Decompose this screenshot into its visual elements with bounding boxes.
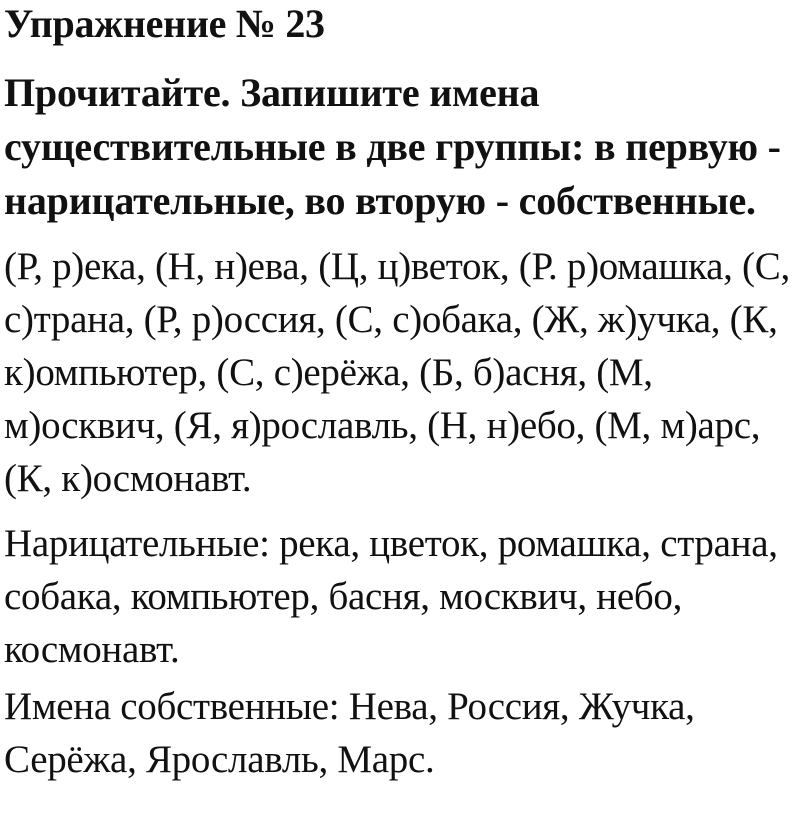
exercise-words: (Р, р)ека, (Н, н)ева, (Ц, ц)веток, (Р. р)омашка, (С, с)трана, (Р, р)оссия, (С, с)обака, (Ж, ж)учка, (К, к)омпьютер, (С, с)ерёжа, (Б, б)асня, (М, м)осквич, (Я, я)рославль, (Н, н)ебо, (М, м)арс, (К, к)осмонавт. xyxy=(4,245,790,500)
exercise-title: Упражнение № 23 xyxy=(4,1,325,46)
answer-common-nouns: Нарицательные: река, цветок, ромашка, страна, собака, компьютер, басня, москвич, небо, космонавт. xyxy=(4,522,778,671)
exercise-task: Прочитайте. Запишите имена существительные в две группы: в первую - нарицательные, во вторую - собственные. xyxy=(4,70,781,223)
answer-proper-nouns: Имена собственные: Нева, Россия, Жучка, Серёжа, Ярославль, Марс. xyxy=(4,685,695,781)
